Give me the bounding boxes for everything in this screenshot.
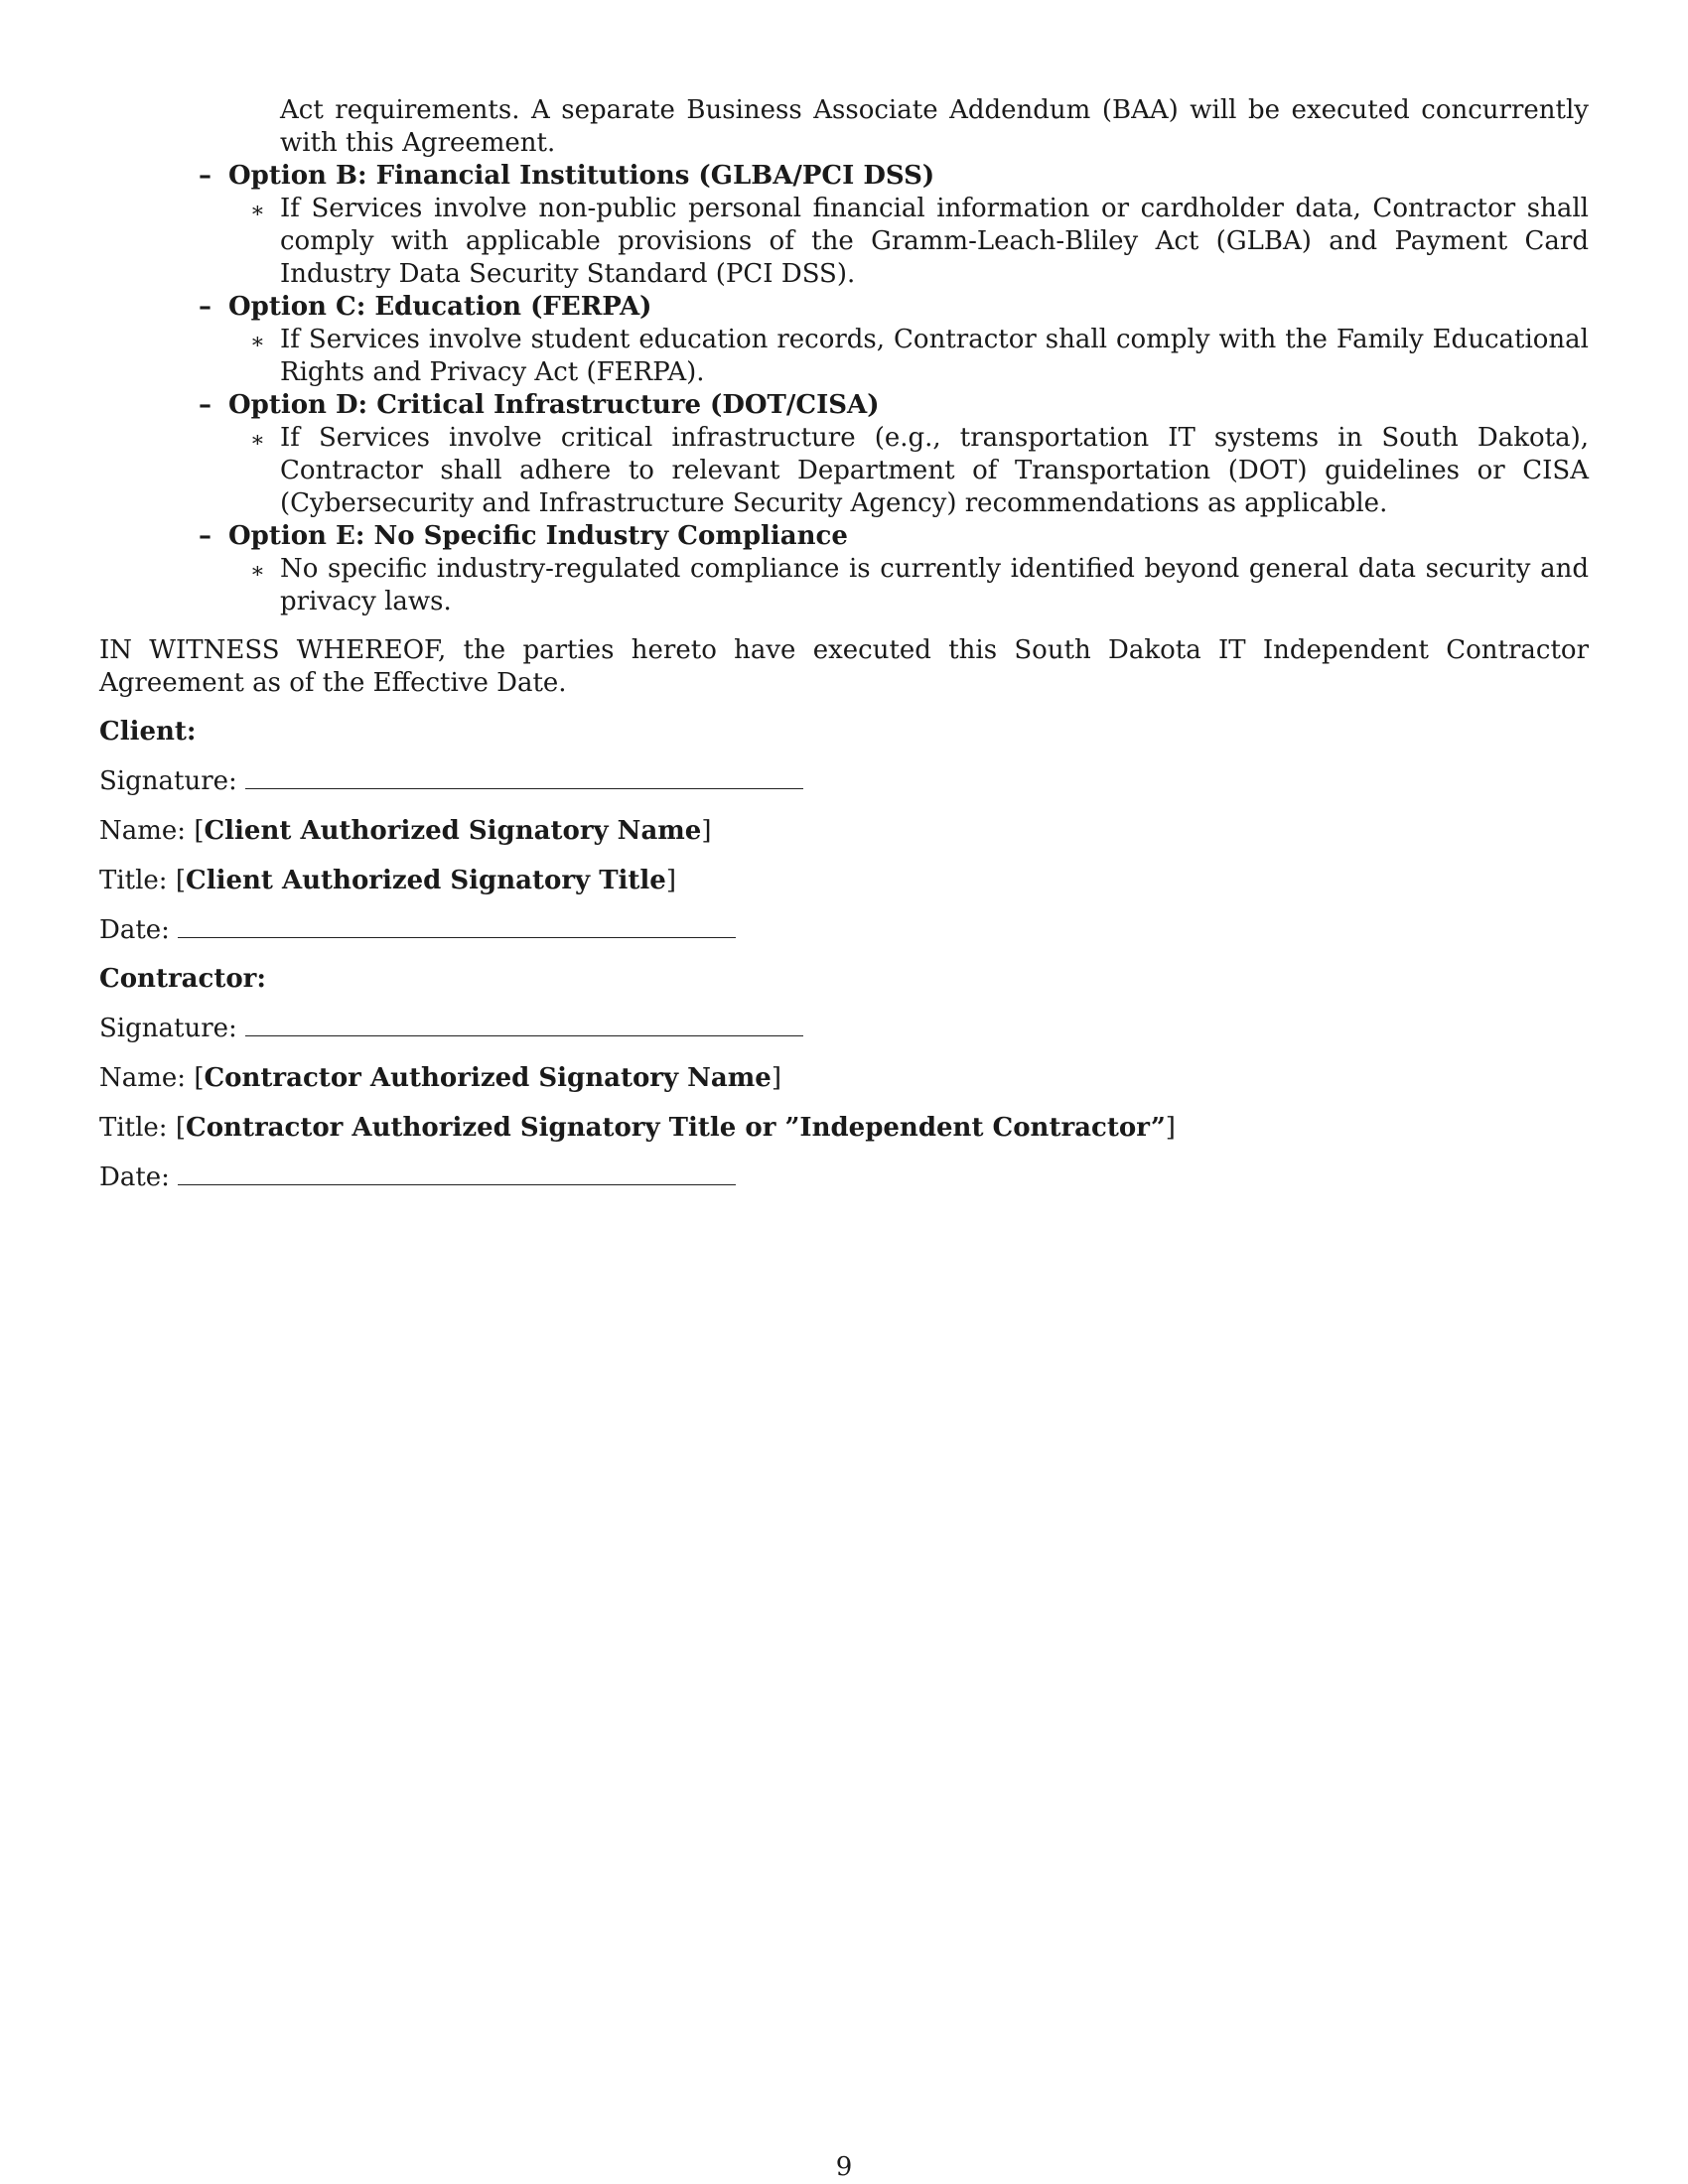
contractor-label: Contractor: [99, 964, 266, 994]
client-signature-line[interactable] [245, 766, 803, 789]
client-date-label: Date: [99, 915, 170, 945]
contractor-title-label: Title: [99, 1113, 168, 1143]
option-b-text: If Services involve non-public personal financial information or cardholder data, Contractor shall comply with applicable provisions of the Gramm-Leach-Bliley Act (GLBA) and Payment Card Industry Data Security Standard (PCI DSS). [280, 194, 1589, 289]
client-signature-label: Signature: [99, 766, 237, 796]
contractor-name-label: Name: [99, 1063, 187, 1093]
client-title-open: [ [175, 866, 186, 895]
document-page [99, 94, 1589, 1194]
star-bullet: ∗ [250, 428, 265, 453]
option-c-title: Option C: Education (FERPA) [228, 292, 652, 322]
dash-bullet: – [199, 292, 211, 322]
option-b [199, 160, 1589, 291]
client-title-label: Title: [99, 866, 168, 895]
option-c [199, 291, 1589, 389]
contractor-signature-label: Signature: [99, 1014, 237, 1043]
dash-bullet: – [199, 161, 211, 191]
option-e [199, 520, 1589, 618]
client-name-row [99, 815, 1589, 848]
option-d [199, 389, 1589, 520]
witness-paragraph: IN WITNESS WHEREOF, the parties hereto have executed this South Dakota IT Independent Contractor Agreement as of the Effective Date. [99, 635, 1589, 698]
contractor-title-open: [ [175, 1113, 186, 1143]
dash-bullet: – [199, 521, 211, 551]
contractor-date-row [99, 1161, 1589, 1194]
option-c-text: If Services involve student education records, Contractor shall comply with the Family Educational Rights and Privacy Act (FERPA). [280, 325, 1589, 387]
page-number: 9 [835, 2152, 853, 2182]
client-title-close: ] [665, 866, 676, 895]
star-bullet: ∗ [250, 559, 265, 584]
option-a-continuation: Act requirements. A separate Business Associate Addendum (BAA) will be executed concurrently with this Agreement. [280, 95, 1589, 158]
contractor-title-close: ] [1165, 1113, 1176, 1143]
client-title-value: Client Authorized Signatory Title [186, 866, 666, 895]
option-d-title: Option D: Critical Infrastructure (DOT/CISA) [228, 390, 880, 420]
contractor-title-row [99, 1112, 1589, 1145]
client-signature-row [99, 765, 1589, 798]
contractor-name-close: ] [771, 1063, 781, 1093]
option-b-title: Option B: Financial Institutions (GLBA/PCI DSS) [228, 161, 935, 191]
client-name-label: Name: [99, 816, 187, 846]
client-label: Client: [99, 717, 197, 747]
contractor-signature-row [99, 1013, 1589, 1045]
option-e-title: Option E: No Specific Industry Compliance [228, 521, 848, 551]
client-title-row [99, 865, 1589, 897]
contractor-date-label: Date: [99, 1162, 170, 1192]
client-name-close: ] [701, 816, 712, 846]
dash-bullet: – [199, 390, 211, 420]
contractor-title-value: Contractor Authorized Signatory Title or ”Independent Contractor” [186, 1113, 1166, 1143]
client-date-line[interactable] [178, 915, 736, 938]
client-date-row [99, 914, 1589, 947]
contractor-name-row [99, 1062, 1589, 1095]
option-e-text: No specific industry-regulated compliance is currently identified beyond general data security and privacy laws. [280, 554, 1589, 616]
contractor-name-open: [ [194, 1063, 205, 1093]
client-name-open: [ [194, 816, 205, 846]
star-bullet: ∗ [250, 199, 265, 223]
contractor-name-value: Contractor Authorized Signatory Name [204, 1063, 772, 1093]
client-name-value: Client Authorized Signatory Name [204, 816, 702, 846]
option-d-text: If Services involve critical infrastructure (e.g., transportation IT systems in South Dakota), Contractor shall adhere to relevant Department of Transportation (DOT) guidelines or CISA (Cybersecurity and Infrastructure Security Agency) recommendations as applicable. [280, 423, 1589, 518]
contractor-date-line[interactable] [178, 1162, 736, 1185]
star-bullet: ∗ [250, 330, 265, 354]
contractor-signature-line[interactable] [245, 1014, 803, 1036]
